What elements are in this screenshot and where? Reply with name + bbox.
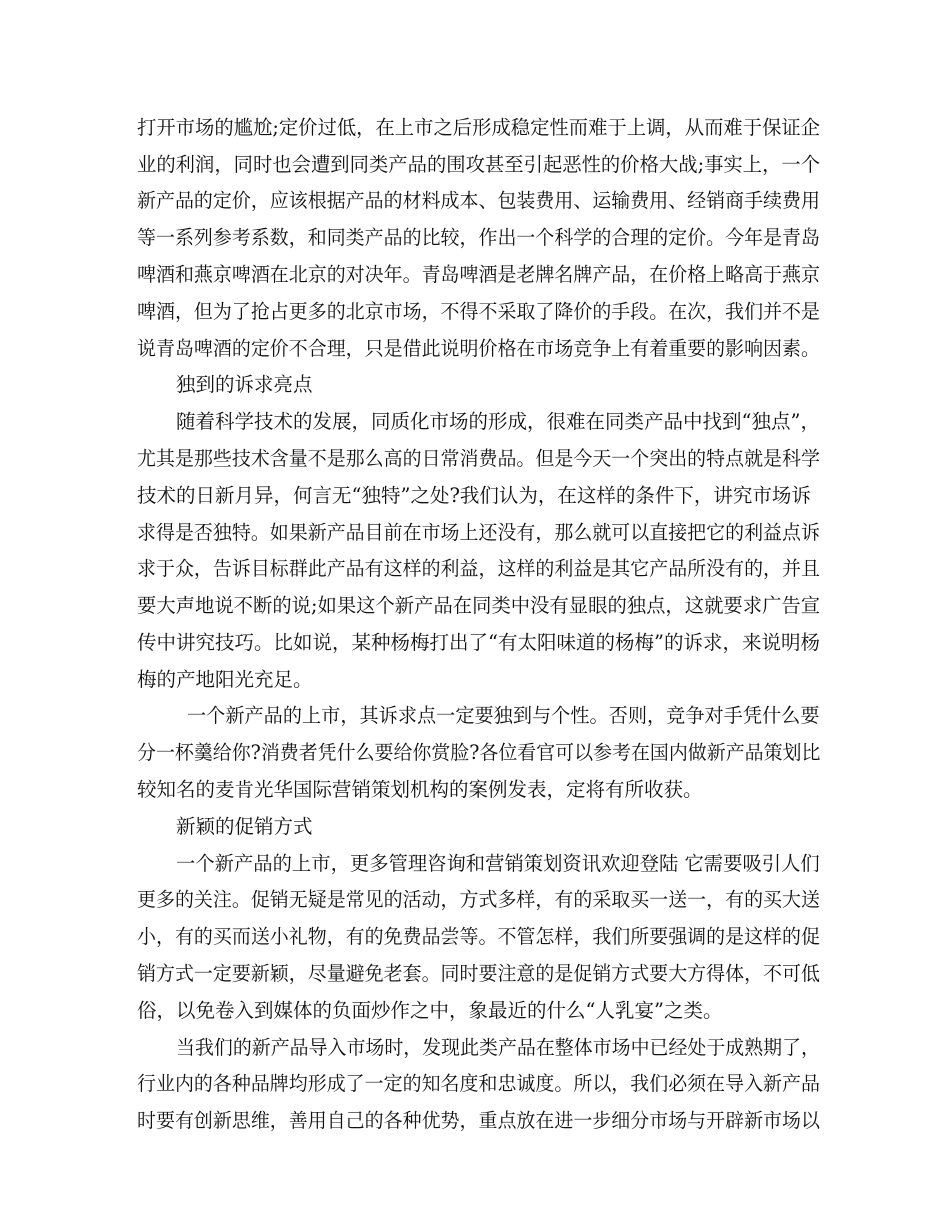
text-line: 求于众，告诉目标群此产品有这样的利益，这样的利益是其它产品所没有的，并且 bbox=[137, 557, 820, 580]
text-line: 一个新产品的上市，其诉求点一定要独到与个性。否则，竞争对手凭什么要 bbox=[187, 704, 820, 727]
text-line: 技术的日新月异，何言无“独特”之处?我们认为，在这样的条件下，讲究市场诉 bbox=[137, 484, 811, 507]
text-line: 随着科学技术的发展，同质化市场的形成，很难在同类产品中找到“独点”， bbox=[176, 410, 820, 433]
text-line: 啤酒，但为了抢占更多的北京市场，不得不采取了降价的手段。在次，我们并不是 bbox=[137, 300, 820, 323]
text-line: 更多的关注。促销无疑是常见的活动，方式多样，有的采取买一送一，有的买大送 bbox=[137, 888, 820, 911]
text-line: 传中讲究技巧。比如说，某种杨梅打出了“有太阳味道的杨梅”的诉求，来说明杨 bbox=[137, 631, 820, 654]
text-line: 要大声地说不断的说;如果这个新产品在同类中没有显眼的独点，这就要求广告宣 bbox=[137, 594, 821, 617]
text-line: 等一系列参考系数，和同类产品的比较，作出一个科学的合理的定价。今年是青岛 bbox=[137, 226, 820, 249]
text-line: 当我们的新产品导入市场时，发现此类产品在整体市场中已经处于成熟期了， bbox=[176, 1036, 820, 1059]
text-line: 求得是否独特。如果新产品目前在市场上还没有，那么就可以直接把它的利益点诉 bbox=[137, 521, 820, 544]
section-heading: 独到的诉求亮点 bbox=[176, 373, 313, 396]
section-heading: 新颖的促销方式 bbox=[176, 815, 313, 838]
text-line: 俗，以免卷入到媒体的负面炒作之中，象最近的什么“人乳宴”之类。 bbox=[137, 999, 723, 1022]
text-line: 小，有的买而送小礼物，有的免费品尝等。不管怎样，我们所要强调的是这样的促 bbox=[137, 925, 820, 948]
text-line: 较知名的麦肯光华国际营销策划机构的案例发表，定将有所收获。 bbox=[137, 778, 703, 801]
text-line: 业的利润，同时也会遭到同类产品的围攻甚至引起恶性的价格大战;事实上，一个 bbox=[137, 153, 821, 176]
text-line: 行业内的各种品牌均形成了一定的知名度和忠诚度。所以，我们必须在导入新产品 bbox=[137, 1072, 820, 1095]
text-line: 尤其是那些技术含量不是那么高的日常消费品。但是今天一个突出的特点就是科学 bbox=[137, 447, 820, 470]
text-line: 打开市场的尴尬;定价过低，在上市之后形成稳定性而难于上调，从而难于保证企 bbox=[137, 116, 821, 139]
text-line: 分一杯羹给你?消费者凭什么要给你赏脸?各位看官可以参考在国内做新产品策划比 bbox=[137, 741, 821, 764]
text-line: 销方式一定要新颖，尽量避免老套。同时要注意的是促销方式要大方得体，不可低 bbox=[137, 962, 820, 985]
text-line: 一个新产品的上市，更多管理咨询和营销策划资讯欢迎登陆 它需要吸引人们 bbox=[176, 852, 820, 875]
text-line: 说青岛啤酒的定价不合理，只是借此说明价格在市场竞争上有着重要的影响因素。 bbox=[137, 337, 820, 360]
text-line: 时要有创新思维，善用自己的各种优势，重点放在进一步细分市场与开辟新市场以 bbox=[137, 1109, 820, 1132]
text-line: 新产品的定价，应该根据产品的材料成本、包装费用、运输费用、经销商手续费用 bbox=[137, 189, 820, 212]
text-line: 啤酒和燕京啤酒在北京的对决年。青岛啤酒是老牌名牌产品，在价格上略高于燕京 bbox=[137, 263, 820, 286]
text-line: 梅的产地阳光充足。 bbox=[137, 668, 313, 691]
